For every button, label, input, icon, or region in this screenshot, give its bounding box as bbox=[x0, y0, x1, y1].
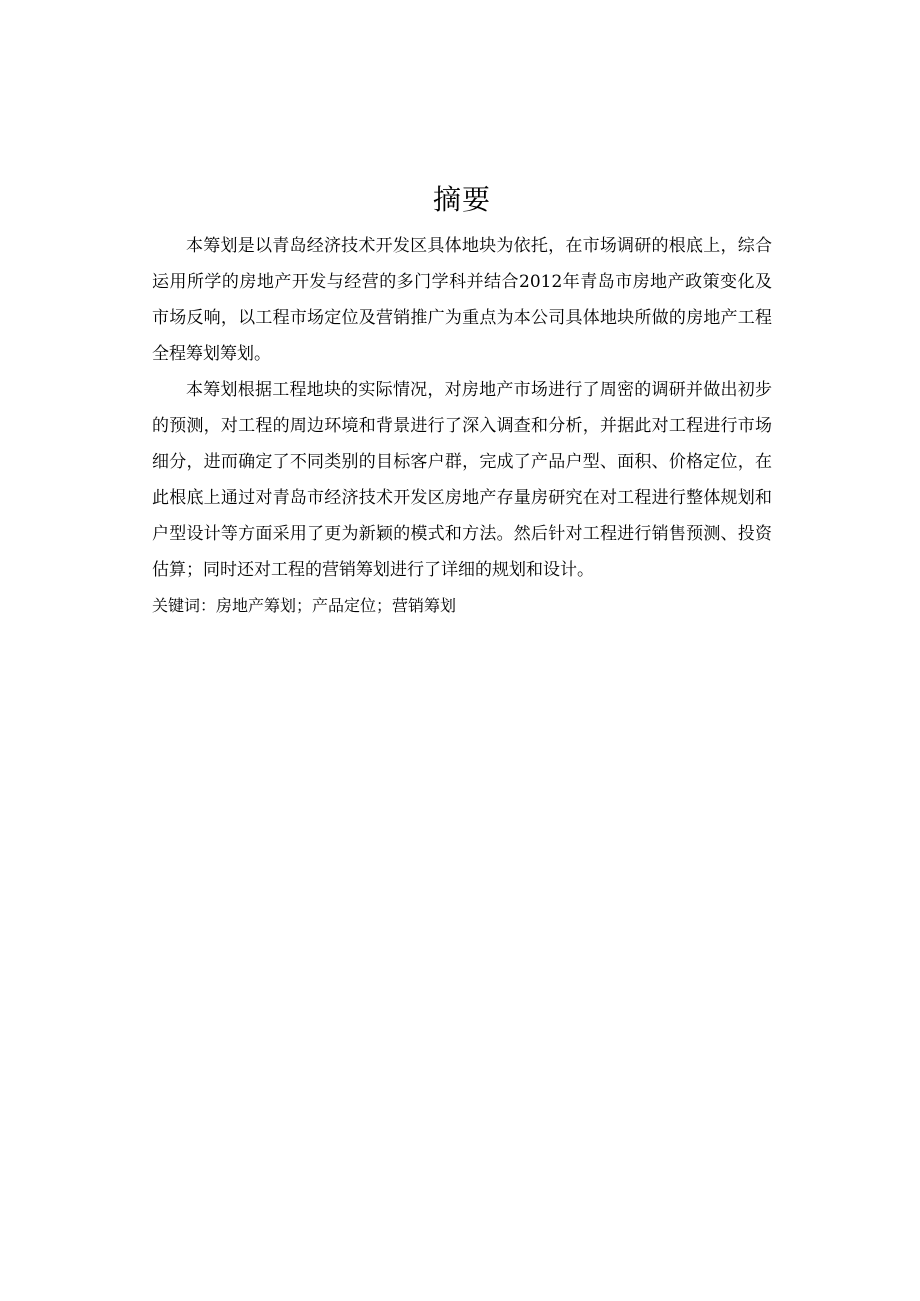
keywords-line: 关键词：房地产筹划；产品定位；营销筹划 bbox=[152, 596, 457, 615]
abstract-title: 摘要 bbox=[432, 183, 491, 216]
abstract-section bbox=[152, 178, 772, 624]
abstract-paragraph-1: 本筹划是以青岛经济技术开发区具体地块为依托，在市场调研的根底上，综合运用所学的房地产开发与经营的多门学科并结合2012年青岛市房地产政策变化及市场反响，以工程市场定位及营销推广为重点为本公司具体地块所做的房地产工程全程筹划筹划。 bbox=[152, 236, 772, 364]
abstract-paragraph-2: 本筹划根据工程地块的实际情况，对房地产市场进行了周密的调研并做出初步的预测，对工程的周边环境和背景进行了深入调查和分析，并据此对工程进行市场细分，进而确定了不同类别的目标客户群，完成了产品户型、面积、价格定位，在此根底上通过对青岛市经济技术开发区房地产存量房研究在对工程进行整体规划和户型设计等方面采用了更为新颖的模式和方法。然后针对工程进行销售预测、投资估算；同时还对工程的营销筹划进行了详细的规划和设计。 bbox=[152, 380, 772, 580]
